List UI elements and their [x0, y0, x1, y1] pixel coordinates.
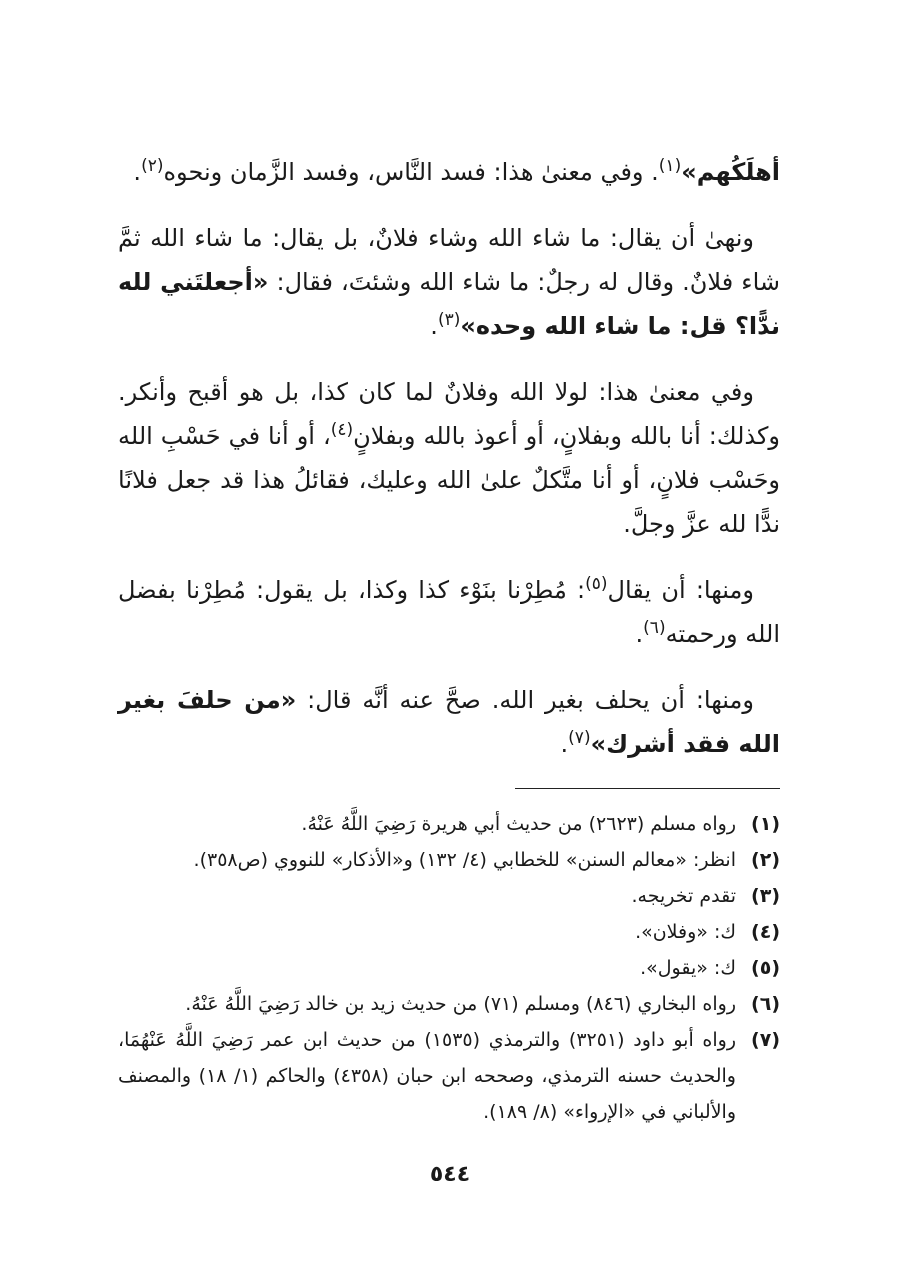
footnote-number: (٦) [751, 993, 780, 1015]
paragraph-end: . [560, 730, 569, 758]
footnote-ref[interactable]: (١) [658, 156, 682, 176]
footnote-text: رواه مسلم (٢٦٢٣) من حديث أبي هريرة رَضِيَ اللَّهُ عَنْهُ. [301, 813, 736, 835]
footnote-number: (٢) [751, 849, 780, 871]
footnote-2 [118, 842, 780, 878]
footnote-4 [118, 914, 780, 950]
paragraph-1 [118, 150, 780, 194]
footnote-ref[interactable]: (٤) [330, 420, 354, 440]
footnote-separator [515, 788, 780, 789]
paragraph-text: : مُطِرْنا بنَوْء كذا وكذا، بل يقول: مُطِرْنا بفضل الله ورحمته [118, 576, 780, 648]
main-text [118, 150, 780, 766]
footnote-5 [118, 950, 780, 986]
footnote-number: (٣) [751, 885, 780, 907]
paragraph-text: ومنها: أن يقال [607, 576, 754, 604]
paragraph-end: . [430, 312, 438, 340]
footnote-text: رواه البخاري (٨٤٦) ومسلم (٧١) من حديث زيد بن خالد رَضِيَ اللَّهُ عَنْهُ. [185, 993, 736, 1015]
footnote-ref[interactable]: (٣) [437, 310, 461, 330]
paragraph-4 [118, 568, 780, 656]
footnote-text: انظر: «معالم السنن» للخطابي (٤/ ١٣٢) و«الأذكار» للنووي (ص٣٥٨). [193, 849, 736, 871]
footnote-ref[interactable]: (٦) [643, 618, 666, 638]
paragraph-2 [118, 216, 780, 348]
footnote-1 [118, 806, 780, 842]
footnote-ref[interactable]: (٧) [568, 728, 591, 748]
footnote-number: (١) [751, 813, 780, 835]
paragraph-text: ، أو أنا في حَسْبِ الله وحَسْب فلانٍ، أو أنا متَّكلٌ علىٰ الله وعليك، فقائلُ هذا قد جعل فلانًا ندًّا لله عزَّ وجلَّ. [118, 422, 780, 538]
footnote-number: (٧) [751, 1029, 780, 1051]
paragraph-5 [118, 678, 780, 766]
footnote-text: ك: «يقول». [640, 957, 736, 979]
footnote-text: تقدم تخريجه. [631, 885, 736, 907]
bold-quote: «من حلفَ بغير الله فقد أشرك» [118, 686, 780, 758]
footnote-number: (٤) [751, 921, 780, 943]
footnote-7 [118, 1022, 780, 1130]
paragraph-text: . وفي معنىٰ هذا: فسد النَّاس، وفسد الزَّمان ونحوه [163, 158, 659, 186]
footnote-6 [118, 986, 780, 1022]
paragraph-3 [118, 370, 780, 546]
footnote-number: (٥) [751, 957, 780, 979]
page-number: ٥٤٤ [429, 1162, 471, 1187]
bold-quote: أهلَكُهم» [681, 158, 780, 186]
footnote-ref[interactable]: (٥) [585, 574, 608, 594]
paragraph-text: وفي معنىٰ هذا: لولا الله وفلانٌ لما كان كذا، بل هو أقبح وأنكر. وكذلك: أنا بالله وبفلانٍ، أو أعوذ بالله وبفلانٍ [118, 378, 781, 450]
paragraph-end: . [635, 620, 644, 648]
footnote-text: ك: «وفلان». [635, 921, 736, 943]
footnote-ref[interactable]: (٢) [141, 156, 164, 176]
paragraph-text: ونهىٰ أن يقال: ما شاء الله وشاء فلانٌ، بل يقال: ما شاء الله ثمَّ شاء فلانٌ. وقال له رجلٌ: ما شاء الله وشئتَ، فقال: [118, 224, 781, 296]
paragraph-text: ومنها: أن يحلف بغير الله. صحَّ عنه أنَّه قال: [296, 686, 754, 714]
footnotes [118, 806, 780, 1130]
footnote-3 [118, 878, 780, 914]
paragraph-end: . [133, 158, 142, 186]
footnote-text: رواه أبو داود (٣٢٥١) والترمذي (١٥٣٥) من حديث ابن عمر رَضِيَ اللَّهُ عَنْهُمَا، والحديث حسنه الترمذي، وصححه ابن حبان (٤٣٥٨) والحاكم (١/ ١٨) والمصنف والألباني في «الإرواء» (٨/ ١٨٩). [118, 1029, 736, 1123]
bold-quote: «أجعلتَني لله ندًّا؟ قل: ما شاء الله وحده» [118, 268, 780, 340]
